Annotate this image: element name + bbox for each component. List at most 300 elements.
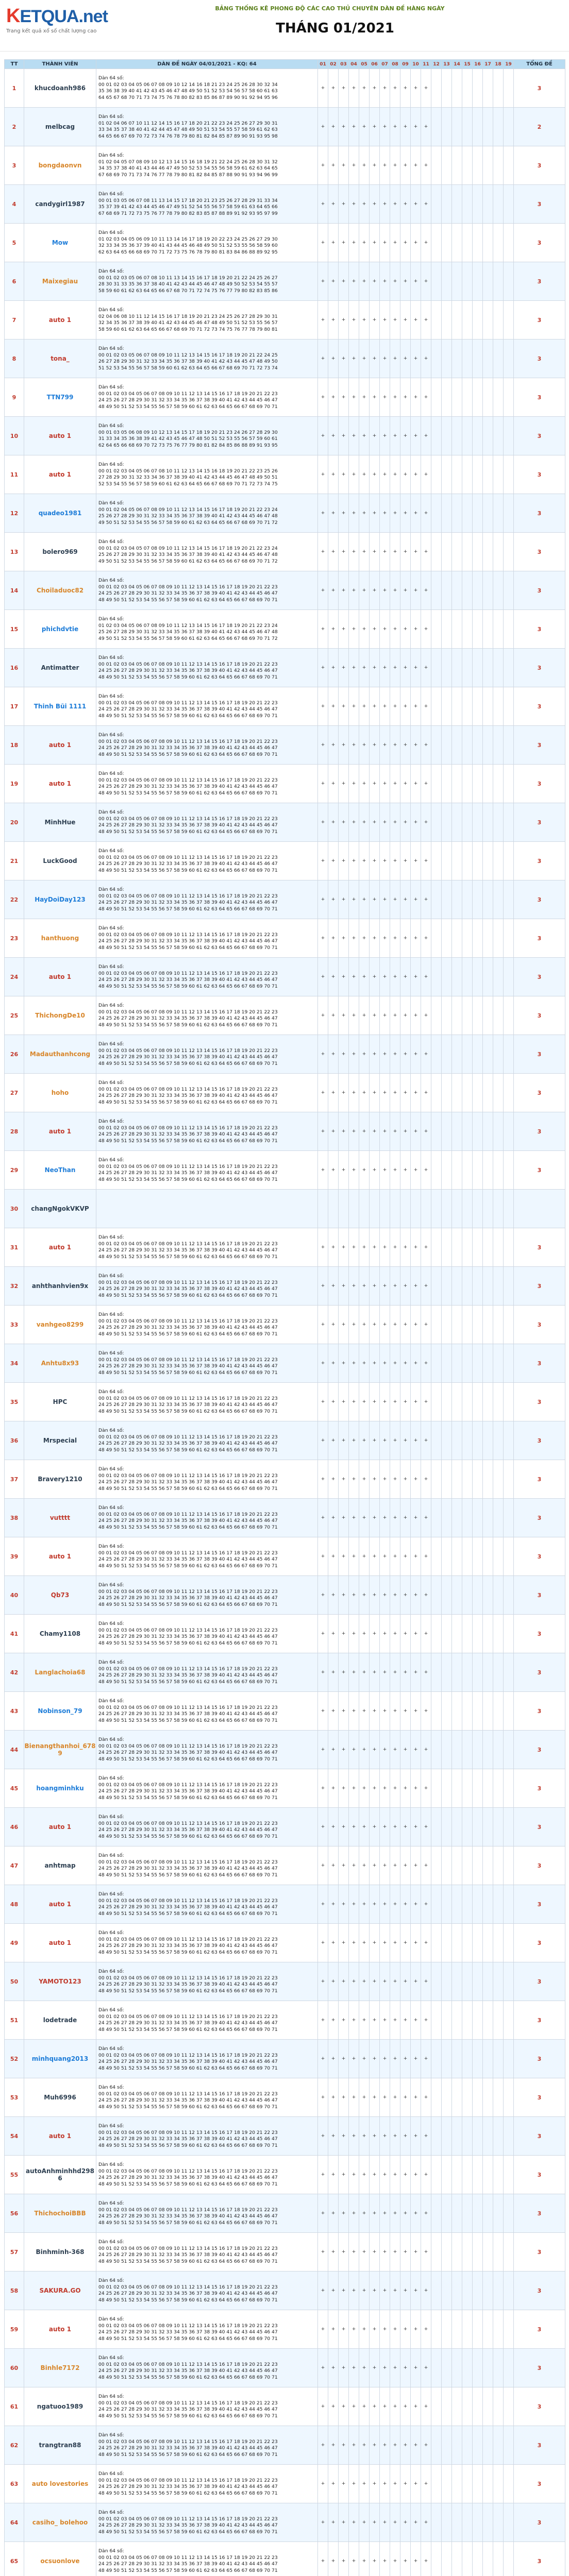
day-result-cell: +: [359, 1112, 370, 1151]
day-result-cell: +: [349, 108, 359, 146]
member-name-link[interactable]: HPC: [24, 1383, 96, 1421]
member-name-link[interactable]: auto 1: [24, 1112, 96, 1151]
table-row: [5, 1769, 565, 1808]
day-result-cell: [504, 1344, 514, 1383]
day-result-cell: [452, 1344, 462, 1383]
day-result-cell: [452, 1190, 462, 1228]
member-name-link[interactable]: trangtran88: [24, 2426, 96, 2465]
day-result-cell: [442, 1846, 452, 1885]
row-stt: 46: [5, 1808, 24, 1846]
bet-numbers: Dàn 64 số: 00 01 02 03 04 05 06 07 08 09 10 11 12 13 14 15 16 17 18 19 20 21 22 23 24 25 26 27 28 29 30 31 32 33 34 35 36 37 38 39 40 41 42 43 44 45 46 47 48 49 50 51 52 53 54 55 56 57 58 59 60 61 62 63 64 65 66 67 68 69 70 71: [96, 1074, 318, 1112]
day-result-cell: [462, 1962, 473, 2001]
day-result-cell: +: [421, 2310, 431, 2349]
day-result-cell: [462, 533, 473, 571]
day-result-cell: +: [318, 2156, 328, 2194]
member-name-link[interactable]: Qb73: [24, 1576, 96, 1615]
day-result-cell: +: [390, 1962, 400, 2001]
member-name-link[interactable]: Bienangthanhoi_6789: [24, 1731, 96, 1769]
row-stt: 55: [5, 2156, 24, 2194]
day-result-cell: [462, 1228, 473, 1267]
member-name-link[interactable]: melbcag: [24, 108, 96, 146]
day-result-cell: [442, 610, 452, 649]
row-total: 3: [514, 1962, 565, 2001]
day-result-cell: +: [370, 2156, 380, 2194]
day-result-cell: +: [411, 1421, 421, 1460]
day-result-cell: [452, 455, 462, 494]
member-name-link[interactable]: auto 1: [24, 2117, 96, 2156]
member-name-link[interactable]: autoAnhminhhd2986: [24, 2156, 96, 2194]
day-result-cell: [431, 2001, 442, 2040]
member-name-link[interactable]: hoangminhku: [24, 1769, 96, 1808]
member-name-link[interactable]: auto 1: [24, 1924, 96, 1962]
day-result-cell: [452, 185, 462, 224]
member-name-link[interactable]: lodetrade: [24, 2001, 96, 2040]
row-total: 3: [514, 1267, 565, 1306]
bet-numbers: Dàn 64 số: 00 01 02 03 04 05 06 07 08 09 10 11 12 13 14 15 16 17 18 19 20 21 22 23 24 25 26 27 28 29 30 31 32 33 34 35 36 37 38 39 40 41 42 43 44 45 46 47 48 49 50 51 52 53 54 55 56 57 58 59 60 61 62 63 64 65 66 67 68 69 70 71: [96, 1731, 318, 1769]
day-result-cell: [473, 1885, 483, 1924]
table-row: [5, 1228, 565, 1267]
day-result-cell: [431, 2465, 442, 2503]
member-name-link[interactable]: auto 1: [24, 726, 96, 765]
day-result-cell: +: [380, 301, 390, 340]
day-result-cell: [462, 1924, 473, 1962]
day-result-cell: +: [421, 1653, 431, 1692]
day-result-cell: [318, 1190, 328, 1228]
day-result-cell: +: [359, 842, 370, 880]
day-result-cell: [473, 842, 483, 880]
day-result-cell: [493, 1885, 504, 1924]
day-result-cell: +: [318, 1962, 328, 2001]
day-result-cell: +: [421, 185, 431, 224]
member-name-link[interactable]: ngatuoo1989: [24, 2387, 96, 2426]
day-result-cell: +: [359, 108, 370, 146]
member-name-link[interactable]: ThichochoiBBB: [24, 2194, 96, 2233]
day-result-cell: +: [390, 301, 400, 340]
row-stt: 4: [5, 185, 24, 224]
day-result-cell: +: [339, 417, 349, 455]
day-result-cell: +: [318, 2542, 328, 2576]
member-name-link[interactable]: SAKURA.GO: [24, 2272, 96, 2310]
member-name-link[interactable]: Binhle7172: [24, 2349, 96, 2387]
day-result-cell: [442, 1074, 452, 1112]
logo-k-glyph: K: [6, 5, 20, 27]
day-result-cell: [431, 1615, 442, 1653]
day-result-cell: +: [359, 649, 370, 687]
day-result-cell: [504, 494, 514, 533]
day-result-cell: [504, 69, 514, 108]
day-result-cell: [504, 185, 514, 224]
day-result-cell: [493, 2310, 504, 2349]
member-name-link[interactable]: Maixegiau: [24, 262, 96, 301]
table-row: [5, 1344, 565, 1383]
day-result-cell: +: [390, 69, 400, 108]
row-total: 3: [514, 301, 565, 340]
member-name-link[interactable]: TTN799: [24, 378, 96, 417]
day-result-cell: [452, 2156, 462, 2194]
day-result-cell: [483, 1306, 493, 1344]
day-result-cell: [462, 1615, 473, 1653]
day-result-cell: [473, 301, 483, 340]
day-result-cell: [462, 1499, 473, 1537]
member-name-link[interactable]: phichdvtie: [24, 610, 96, 649]
day-result-cell: +: [380, 2426, 390, 2465]
day-result-cell: [473, 2272, 483, 2310]
member-name-link[interactable]: Langlachoia68: [24, 1653, 96, 1692]
day-result-cell: [452, 1885, 462, 1924]
day-result-cell: [431, 378, 442, 417]
member-name-link[interactable]: auto 1: [24, 958, 96, 996]
day-result-cell: +: [380, 803, 390, 842]
day-result-cell: +: [380, 1769, 390, 1808]
day-result-cell: +: [390, 2233, 400, 2272]
day-result-cell: [473, 610, 483, 649]
member-name-link[interactable]: auto 1: [24, 301, 96, 340]
day-result-cell: [504, 378, 514, 417]
day-result-cell: +: [380, 571, 390, 610]
member-name-link[interactable]: minhquang2013: [24, 2040, 96, 2078]
day-result-cell: [442, 2387, 452, 2426]
day-result-cell: +: [390, 1808, 400, 1846]
site-logo[interactable]: [6, 5, 108, 34]
day-result-cell: [431, 1808, 442, 1846]
member-name-link[interactable]: Bravery1210: [24, 1460, 96, 1499]
day-result-cell: +: [390, 1885, 400, 1924]
day-result-cell: [442, 1962, 452, 2001]
member-name-link[interactable]: Muh6996: [24, 2078, 96, 2117]
day-result-cell: [442, 649, 452, 687]
day-result-cell: [452, 2078, 462, 2117]
day-result-cell: +: [411, 2387, 421, 2426]
day-result-cell: +: [328, 1924, 339, 1962]
member-name-link[interactable]: Binhminh-368: [24, 2233, 96, 2272]
day-result-cell: +: [421, 1576, 431, 1615]
member-name-link[interactable]: YAMOTO123: [24, 1962, 96, 2001]
day-result-cell: [442, 1499, 452, 1537]
member-name-link[interactable]: Antimatter: [24, 649, 96, 687]
day-result-cell: [473, 2503, 483, 2542]
row-stt: 17: [5, 687, 24, 726]
day-result-cell: [473, 958, 483, 996]
member-name-link[interactable]: casiho_ bolehoo: [24, 2503, 96, 2542]
day-result-cell: +: [370, 1615, 380, 1653]
day-result-cell: +: [370, 108, 380, 146]
day-result-cell: +: [328, 2040, 339, 2078]
day-result-cell: +: [411, 1769, 421, 1808]
member-name-link[interactable]: tona_: [24, 340, 96, 378]
day-result-cell: +: [349, 726, 359, 765]
day-result-cell: [493, 378, 504, 417]
member-name-link[interactable]: auto 1: [24, 1885, 96, 1924]
member-name-link[interactable]: hanthuong: [24, 919, 96, 958]
member-name-link[interactable]: HayDoiDay123: [24, 880, 96, 919]
day-result-cell: +: [318, 185, 328, 224]
day-result-cell: +: [380, 69, 390, 108]
member-name-link[interactable]: ocsuonlove: [24, 2542, 96, 2576]
member-name-link[interactable]: auto 1: [24, 1537, 96, 1576]
day-result-cell: [442, 69, 452, 108]
day-result-cell: +: [349, 610, 359, 649]
member-name-link[interactable]: NeoThan: [24, 1151, 96, 1190]
day-result-cell: +: [349, 1846, 359, 1885]
day-result-cell: +: [359, 1615, 370, 1653]
member-name-link[interactable]: hoho: [24, 1074, 96, 1112]
member-name-link[interactable]: Nobinson_79: [24, 1692, 96, 1731]
day-result-cell: [462, 571, 473, 610]
day-result-cell: [452, 919, 462, 958]
day-result-cell: [483, 301, 493, 340]
col-day: 09: [400, 60, 411, 69]
day-result-cell: [493, 2078, 504, 2117]
day-result-cell: +: [411, 1846, 421, 1885]
row-stt: 2: [5, 108, 24, 146]
member-name-link[interactable]: auto 1: [24, 1228, 96, 1267]
day-result-cell: [462, 378, 473, 417]
day-result-cell: +: [411, 765, 421, 803]
day-result-cell: [431, 417, 442, 455]
day-result-cell: [442, 378, 452, 417]
day-result-cell: +: [390, 842, 400, 880]
member-name-link[interactable]: Anhtu8x93: [24, 1344, 96, 1383]
day-result-cell: +: [339, 726, 349, 765]
day-result-cell: +: [370, 2117, 380, 2156]
day-result-cell: +: [349, 1731, 359, 1769]
day-result-cell: [431, 1383, 442, 1421]
day-result-cell: [462, 1267, 473, 1306]
day-result-cell: +: [339, 1537, 349, 1576]
day-result-cell: +: [370, 2387, 380, 2426]
row-total: 3: [514, 533, 565, 571]
day-result-cell: +: [380, 494, 390, 533]
day-result-cell: +: [328, 1885, 339, 1924]
day-result-cell: [493, 2194, 504, 2233]
day-result-cell: +: [411, 687, 421, 726]
day-result-cell: [473, 1383, 483, 1421]
day-result-cell: +: [349, 1035, 359, 1074]
day-result-cell: [442, 455, 452, 494]
day-result-cell: +: [359, 1460, 370, 1499]
day-result-cell: [452, 1421, 462, 1460]
row-stt: 53: [5, 2078, 24, 2117]
day-result-cell: [442, 2465, 452, 2503]
day-result-cell: [493, 919, 504, 958]
day-result-cell: +: [411, 610, 421, 649]
day-result-cell: [493, 1344, 504, 1383]
day-result-cell: [473, 1306, 483, 1344]
member-name-link[interactable]: Chamy1108: [24, 1615, 96, 1653]
table-row: [5, 417, 565, 455]
member-name-link[interactable]: auto 1: [24, 455, 96, 494]
member-name-link[interactable]: vutttt: [24, 1499, 96, 1537]
day-result-cell: [442, 1692, 452, 1731]
day-result-cell: +: [380, 417, 390, 455]
member-name-link[interactable]: anhtmap: [24, 1846, 96, 1885]
row-stt: 39: [5, 1537, 24, 1576]
day-result-cell: [462, 455, 473, 494]
member-name-link[interactable]: bongdaonvn: [24, 146, 96, 185]
bet-numbers: Dàn 64 số: 00 01 02 03 04 05 06 07 08 09 10 11 12 13 14 15 16 17 18 19 20 21 22 23 24 25 26 27 28 29 30 31 32 33 34 35 36 37 38 39 40 41 42 43 44 45 46 47 48 49 50 51 52 53 54 55 56 57 58 59 60 61 62 63 64 65 66 67 68 69 70 71: [96, 1846, 318, 1885]
day-result-cell: [452, 1692, 462, 1731]
day-result-cell: [431, 1576, 442, 1615]
day-result-cell: +: [421, 417, 431, 455]
member-name-link[interactable]: auto 1: [24, 1808, 96, 1846]
bet-numbers: Dàn 64 số: 00 01 02 03 04 05 06 07 08 09 10 11 12 13 14 15 16 17 18 19 20 21 22 23 24 25 26 27 28 29 30 31 32 33 34 35 36 37 38 39 40 41 42 43 44 45 46 47 48 49 50 51 52 53 54 55 56 57 58 59 60 61 62 63 64 65 66 67 68 69 70 71: [96, 1615, 318, 1653]
member-name-link[interactable]: Madauthanhcong: [24, 1035, 96, 1074]
bet-numbers: Dàn 64 số: 00 01 02 03 04 05 06 07 08 09 10 11 12 13 14 15 16 17 18 19 20 21 22 23 24 25 26 27 28 29 30 31 32 33 34 35 36 37 38 39 40 41 42 43 44 45 46 47 48 49 50 51 52 53 54 55 56 57 58 59 60 61 62 63 64 65 66 67 68 69 70 71: [96, 2117, 318, 2156]
member-name-link[interactable]: auto 1: [24, 765, 96, 803]
day-result-cell: +: [421, 1306, 431, 1344]
col-day: 06: [370, 60, 380, 69]
day-result-cell: +: [359, 1035, 370, 1074]
member-name-link[interactable]: candygirl1987: [24, 185, 96, 224]
day-result-cell: [462, 2156, 473, 2194]
day-result-cell: +: [339, 2310, 349, 2349]
bet-numbers: Dàn 64 số: 00 01 02 03 04 05 06 07 08 09 10 11 12 13 14 15 16 17 18 19 20 21 22 23 24 25 26 27 28 29 30 31 32 33 34 35 36 37 38 39 40 41 42 43 44 45 46 47 48 49 50 51 52 53 54 55 56 57 58 59 60 61 62 63 64 65 66 67 68 69 70 71: [96, 1692, 318, 1731]
day-result-cell: [442, 417, 452, 455]
day-result-cell: +: [370, 1074, 380, 1112]
day-result-cell: [504, 842, 514, 880]
day-result-cell: [462, 185, 473, 224]
day-result-cell: +: [339, 1846, 349, 1885]
day-result-cell: +: [328, 2310, 339, 2349]
day-result-cell: +: [370, 1808, 380, 1846]
day-result-cell: +: [349, 262, 359, 301]
member-name-link[interactable]: quadeo1981: [24, 494, 96, 533]
day-result-cell: +: [400, 1267, 411, 1306]
member-name-link[interactable]: vanhgeo8299: [24, 1306, 96, 1344]
day-result-cell: [462, 2310, 473, 2349]
day-result-cell: +: [318, 1035, 328, 1074]
member-name-link[interactable]: Choiladuoc82: [24, 571, 96, 610]
day-result-cell: [359, 1190, 370, 1228]
member-name-link[interactable]: Mow: [24, 224, 96, 262]
day-result-cell: +: [328, 2194, 339, 2233]
day-result-cell: +: [359, 2387, 370, 2426]
day-result-cell: +: [359, 2272, 370, 2310]
day-result-cell: [504, 1615, 514, 1653]
member-name-link[interactable]: Thinh Bũi 1111: [24, 687, 96, 726]
bet-numbers: Dàn 64 số: 00 01 02 03 04 05 06 07 08 09 10 11 12 13 14 15 16 17 18 19 20 21 22 23 24 25 26 27 28 29 30 31 32 33 34 35 36 37 38 39 40 41 42 43 44 45 46 47 48 49 50 51 52 53 54 55 56 57 58 59 60 61 62 63 64 65 66 67 68 69 70 71: [96, 2465, 318, 2503]
member-name-link[interactable]: khucdoanh986: [24, 69, 96, 108]
table-row: [5, 610, 565, 649]
bet-numbers: Dàn 64 số: 00 01 02 03 04 05 06 07 08 09 10 11 12 13 14 15 16 17 18 19 20 21 22 23 24 25 26 27 28 29 30 31 32 33 34 35 36 37 38 39 40 41 42 43 44 45 46 47 48 49 50 51 52 53 54 55 56 57 58 59 60 61 62 63 64 65 66 67 68 69 70 71: [96, 1306, 318, 1344]
day-result-cell: [493, 610, 504, 649]
row-stt: 38: [5, 1499, 24, 1537]
member-name-link[interactable]: anhthanhvien9x: [24, 1267, 96, 1306]
row-stt: 60: [5, 2349, 24, 2387]
day-result-cell: [473, 1846, 483, 1885]
day-result-cell: +: [318, 533, 328, 571]
day-result-cell: [442, 1460, 452, 1499]
day-result-cell: +: [411, 340, 421, 378]
day-result-cell: +: [380, 1653, 390, 1692]
row-stt: 7: [5, 301, 24, 340]
day-result-cell: [493, 1731, 504, 1769]
bet-numbers: Dàn 64 số: 00 01 02 03 04 05 06 07 08 09 10 11 12 13 14 15 16 17 18 19 20 21 22 23 24 25 26 27 28 29 30 31 32 33 34 35 36 37 38 39 40 41 42 43 44 45 46 47 48 49 50 51 52 53 54 55 56 57 58 59 60 61 62 63 64 65 66 67 68 69 70 71: [96, 1499, 318, 1537]
day-result-cell: +: [421, 1112, 431, 1151]
day-result-cell: +: [349, 2349, 359, 2387]
day-result-cell: +: [328, 571, 339, 610]
day-result-cell: +: [339, 1383, 349, 1421]
day-result-cell: +: [400, 842, 411, 880]
day-result-cell: [483, 1499, 493, 1537]
day-result-cell: +: [359, 455, 370, 494]
member-name-link[interactable]: auto 1: [24, 417, 96, 455]
day-result-cell: +: [339, 1074, 349, 1112]
day-result-cell: [493, 571, 504, 610]
day-result-cell: +: [380, 1460, 390, 1499]
day-result-cell: [431, 1846, 442, 1885]
day-result-cell: +: [400, 726, 411, 765]
row-stt: 35: [5, 1383, 24, 1421]
member-name-link[interactable]: LuckGood: [24, 842, 96, 880]
member-name-link[interactable]: changNgokVKVP: [24, 1190, 96, 1228]
day-result-cell: +: [400, 803, 411, 842]
day-result-cell: +: [349, 146, 359, 185]
day-result-cell: [442, 301, 452, 340]
day-result-cell: +: [349, 69, 359, 108]
day-result-cell: +: [370, 726, 380, 765]
day-result-cell: +: [328, 1074, 339, 1112]
table-row: [5, 2272, 565, 2310]
day-result-cell: [462, 1885, 473, 1924]
day-result-cell: +: [411, 262, 421, 301]
member-name-link[interactable]: MinhHue: [24, 803, 96, 842]
day-result-cell: [504, 533, 514, 571]
day-result-cell: +: [380, 842, 390, 880]
day-result-cell: [493, 1537, 504, 1576]
day-result-cell: [431, 1344, 442, 1383]
day-result-cell: [473, 2349, 483, 2387]
row-total: 3: [514, 1924, 565, 1962]
day-result-cell: +: [380, 1306, 390, 1344]
day-result-cell: +: [359, 1267, 370, 1306]
member-name-link[interactable]: bolero969: [24, 533, 96, 571]
day-result-cell: +: [318, 1460, 328, 1499]
day-result-cell: +: [411, 1885, 421, 1924]
day-result-cell: [504, 1808, 514, 1846]
day-result-cell: +: [421, 1499, 431, 1537]
day-result-cell: +: [339, 1151, 349, 1190]
bet-numbers: Dàn 64 số: 00 01 02 04 05 06 07 08 09 10 11 12 13 14 15 16 17 18 19 20 21 22 23 24 25 26 27 28 29 30 31 32 33 34 35 36 37 38 39 40 41 42 43 44 45 46 47 48 49 50 51 52 53 54 55 56 57 58 59 60 61 62 63 64 65 66 67 68 69 70 71 72: [96, 494, 318, 533]
day-result-cell: [462, 2001, 473, 2040]
day-result-cell: +: [421, 1151, 431, 1190]
table-row: [5, 455, 565, 494]
col-day: 08: [390, 60, 400, 69]
day-result-cell: +: [370, 2349, 380, 2387]
member-name-link[interactable]: Mrspecial: [24, 1421, 96, 1460]
day-result-cell: [462, 108, 473, 146]
day-result-cell: +: [359, 765, 370, 803]
member-name-link[interactable]: auto lovestories: [24, 2465, 96, 2503]
day-result-cell: +: [390, 2310, 400, 2349]
day-result-cell: [473, 2426, 483, 2465]
day-result-cell: +: [339, 1035, 349, 1074]
table-row: [5, 1846, 565, 1885]
member-name-link[interactable]: auto 1: [24, 2310, 96, 2349]
day-result-cell: +: [328, 2503, 339, 2542]
day-result-cell: [452, 2465, 462, 2503]
day-result-cell: +: [349, 1267, 359, 1306]
day-result-cell: [431, 533, 442, 571]
day-result-cell: [442, 1653, 452, 1692]
day-result-cell: [431, 1151, 442, 1190]
row-total: 3: [514, 610, 565, 649]
member-name-link[interactable]: ThichongDe10: [24, 996, 96, 1035]
day-result-cell: [483, 146, 493, 185]
day-result-cell: [431, 1267, 442, 1306]
day-result-cell: +: [390, 880, 400, 919]
bet-numbers: Dàn 64 số: 00 01 02 03 04 05 06 07 08 09 10 11 12 13 14 15 16 17 18 19 20 21 22 23 24 25 26 27 28 29 30 31 32 33 34 35 36 37 38 39 40 41 42 43 44 45 46 47 48 49 50 51 52 53 54 55 56 57 58 59 60 61 62 63 64 65 66 67 68 69 70 71: [96, 726, 318, 765]
